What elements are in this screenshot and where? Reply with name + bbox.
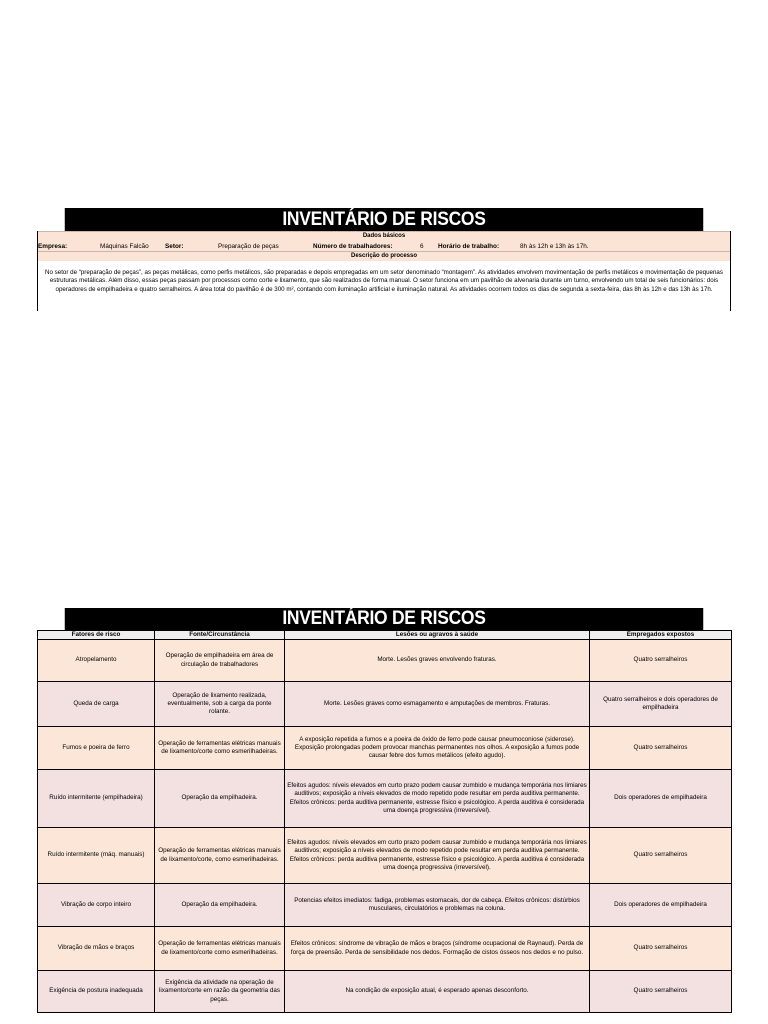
- column-header: Fonte/Circunstância: [155, 631, 285, 640]
- risk-factor-cell: Ruído intermitente (máq. manuais): [38, 828, 155, 884]
- exposed-cell: Quatro serralheiros: [590, 927, 732, 971]
- risk-factor-cell: Atropelamento: [38, 640, 155, 682]
- process-header: Descrição do processo: [38, 251, 730, 261]
- sheet-title: INVENTÁRIO DE RISCOS: [65, 608, 703, 630]
- workers-label: Número de trabalhadores:: [313, 242, 393, 250]
- source-cell: Exigência da atividade na operação de lixamento/corte em razão da geometria das peças.: [155, 971, 285, 1013]
- column-header: Fatores de risco: [38, 631, 155, 640]
- sector-label: Setor:: [165, 242, 184, 250]
- risk-factor-cell: Vibração de corpo inteiro: [38, 884, 155, 927]
- exposed-cell: Quatro serralheiros: [590, 640, 732, 682]
- table-header-row: [38, 631, 732, 640]
- risk-factor-cell: Queda de carga: [38, 682, 155, 727]
- exposed-cell: Quatro serralheiros: [590, 727, 732, 770]
- table-row: [38, 770, 732, 828]
- source-cell: Operação da empilhadeira.: [155, 770, 285, 828]
- company-label: Empresa:: [38, 242, 68, 250]
- risk-factor-cell: Fumos e poeira de ferro: [38, 727, 155, 770]
- workers-value: 6: [420, 242, 424, 250]
- table-row: [38, 828, 732, 884]
- exposed-cell: Quatro serralheiros e dois operadores de empilhadeira: [590, 682, 732, 727]
- hours-label: Horário de trabalho:: [438, 242, 500, 250]
- table-row: [38, 640, 732, 682]
- column-header: Lesões ou agravos à saúde: [285, 631, 590, 640]
- harm-cell: Efeitos agudos: níveis elevados em curto prazo podem causar zumbido e mudança temporária nos limiares auditivos; exposição a níveis elevados de modo repetido pode resultar em perda auditiva permanente. Efeitos crônicos: perda auditiva permanente, estresse físico e psicológico. A perda auditiva é considerada uma doença progressiva (irreversível).: [285, 828, 590, 884]
- table-row: [38, 971, 732, 1013]
- risk-table: [37, 630, 732, 1013]
- exposed-cell: Dois operadores de empilhadeira: [590, 770, 732, 828]
- risk-inventory-sheet: [37, 608, 731, 1013]
- source-cell: Operação de ferramentas elétricas manuais de lixamento/corte como esmerilhadeiras.: [155, 727, 285, 770]
- harm-cell: Na condição de exposição atual, é esperado apenas desconforto.: [285, 971, 590, 1013]
- risk-factor-cell: Ruído intermitente (empilhadeira): [38, 770, 155, 828]
- basics-row: [38, 241, 730, 251]
- hours-value: 8h às 12h e 13h às 17h.: [520, 242, 589, 250]
- harm-cell: Morte. Lesões graves envolvendo fraturas.: [285, 640, 590, 682]
- exposed-cell: Dois operadores de empilhadeira: [590, 884, 732, 927]
- column-header: Empregados expostos: [590, 631, 732, 640]
- process-description: No setor de “preparação de peças”, as peças metálicas, como perfis metálicos, são preparadas e depois empregadas em um setor denominado “montagem”. As atividades envolvem movimentação de perfis metálicos e movimentação de pequenas estruturas metálicas. Além disso, essas peças passam por processos como corte e lixamento, que são realizados de forma manual. O setor funciona em um pavilhão de alvenaria durante um turno, envolvendo um total de seis funcionários: dois operadores de empilhadeira e quatro serralheiros. A área total do pavilhão é de 300 m², contando com iluminação artificial e iluminação natural. As atividades ocorrem todos os dias de segunda a sexta-feira, das 8h às 12h e das 13h às 17h.: [45, 269, 723, 293]
- risk-factor-cell: Exigência de postura inadequada: [38, 971, 155, 1013]
- risk-factor-cell: Vibração de mãos e braços: [38, 927, 155, 971]
- exposed-cell: Quatro serralheiros: [590, 828, 732, 884]
- harm-cell: Potencias efeitos imediatos: fadiga, problemas estomacais, dor de cabeça. Efeitos crônicos: distúrbios musculares, circulatórios e problemas na coluna.: [285, 884, 590, 927]
- basic-data-sheet: [37, 208, 731, 311]
- table-row: [38, 727, 732, 770]
- source-cell: Operação de ferramentas elétricas manuais de lixamento/corte como esmerilhadeiras.: [155, 927, 285, 971]
- exposed-cell: Quatro serralheiros: [590, 971, 732, 1013]
- table-row: [38, 682, 732, 727]
- basics-header: Dados básicos: [38, 231, 730, 241]
- sheet-title: INVENTÁRIO DE RISCOS: [65, 208, 703, 231]
- harm-cell: Efeitos crônicos: síndrome de vibração de mãos e braços (síndrome ocupacional de Raynaud). Perda de força de preensão. Perda de sensibilidade nos dedos. Formação de cistos ósseos nos dedos e no pulso.: [285, 927, 590, 971]
- table-row: [38, 927, 732, 971]
- basic-data-box: [37, 231, 731, 311]
- source-cell: Operação da empilhadeira.: [155, 884, 285, 927]
- sector-value: Preparação de peças: [218, 242, 279, 250]
- harm-cell: Efeitos agudos: níveis elevados em curto prazo podem causar zumbido e mudança temporária nos limiares auditivos; exposição a níveis elevados de modo repetido pode resultar em perda auditiva permanente. Efeitos crônicos: perda auditiva permanente, estresse físico e psicológico. A perda auditiva é considerada uma doença progressiva (irreversível).: [285, 770, 590, 828]
- table-row: [38, 884, 732, 927]
- source-cell: Operação de empilhadeira em área de circulação de trabalhadores: [155, 640, 285, 682]
- source-cell: Operação de lixamento realizada, eventualmente, sob a carga da ponte rolante.: [155, 682, 285, 727]
- harm-cell: A exposição repetida a fumos e a poeira de óxido de ferro pode causar pneumoconiose (siderose). Exposição prolongadas podem provocar manchas permanentes nos olhos. A exposição a fumos pode causar febre dos fumos metálicos (efeito agudo).: [285, 727, 590, 770]
- company-value: Máquinas Falcão: [100, 242, 149, 250]
- source-cell: Operação de ferramentas elétricas manuais de lixamento/corte, como esmerilhadeiras.: [155, 828, 285, 884]
- harm-cell: Morte. Lesões graves como esmagamento e amputações de membros. Fraturas.: [285, 682, 590, 727]
